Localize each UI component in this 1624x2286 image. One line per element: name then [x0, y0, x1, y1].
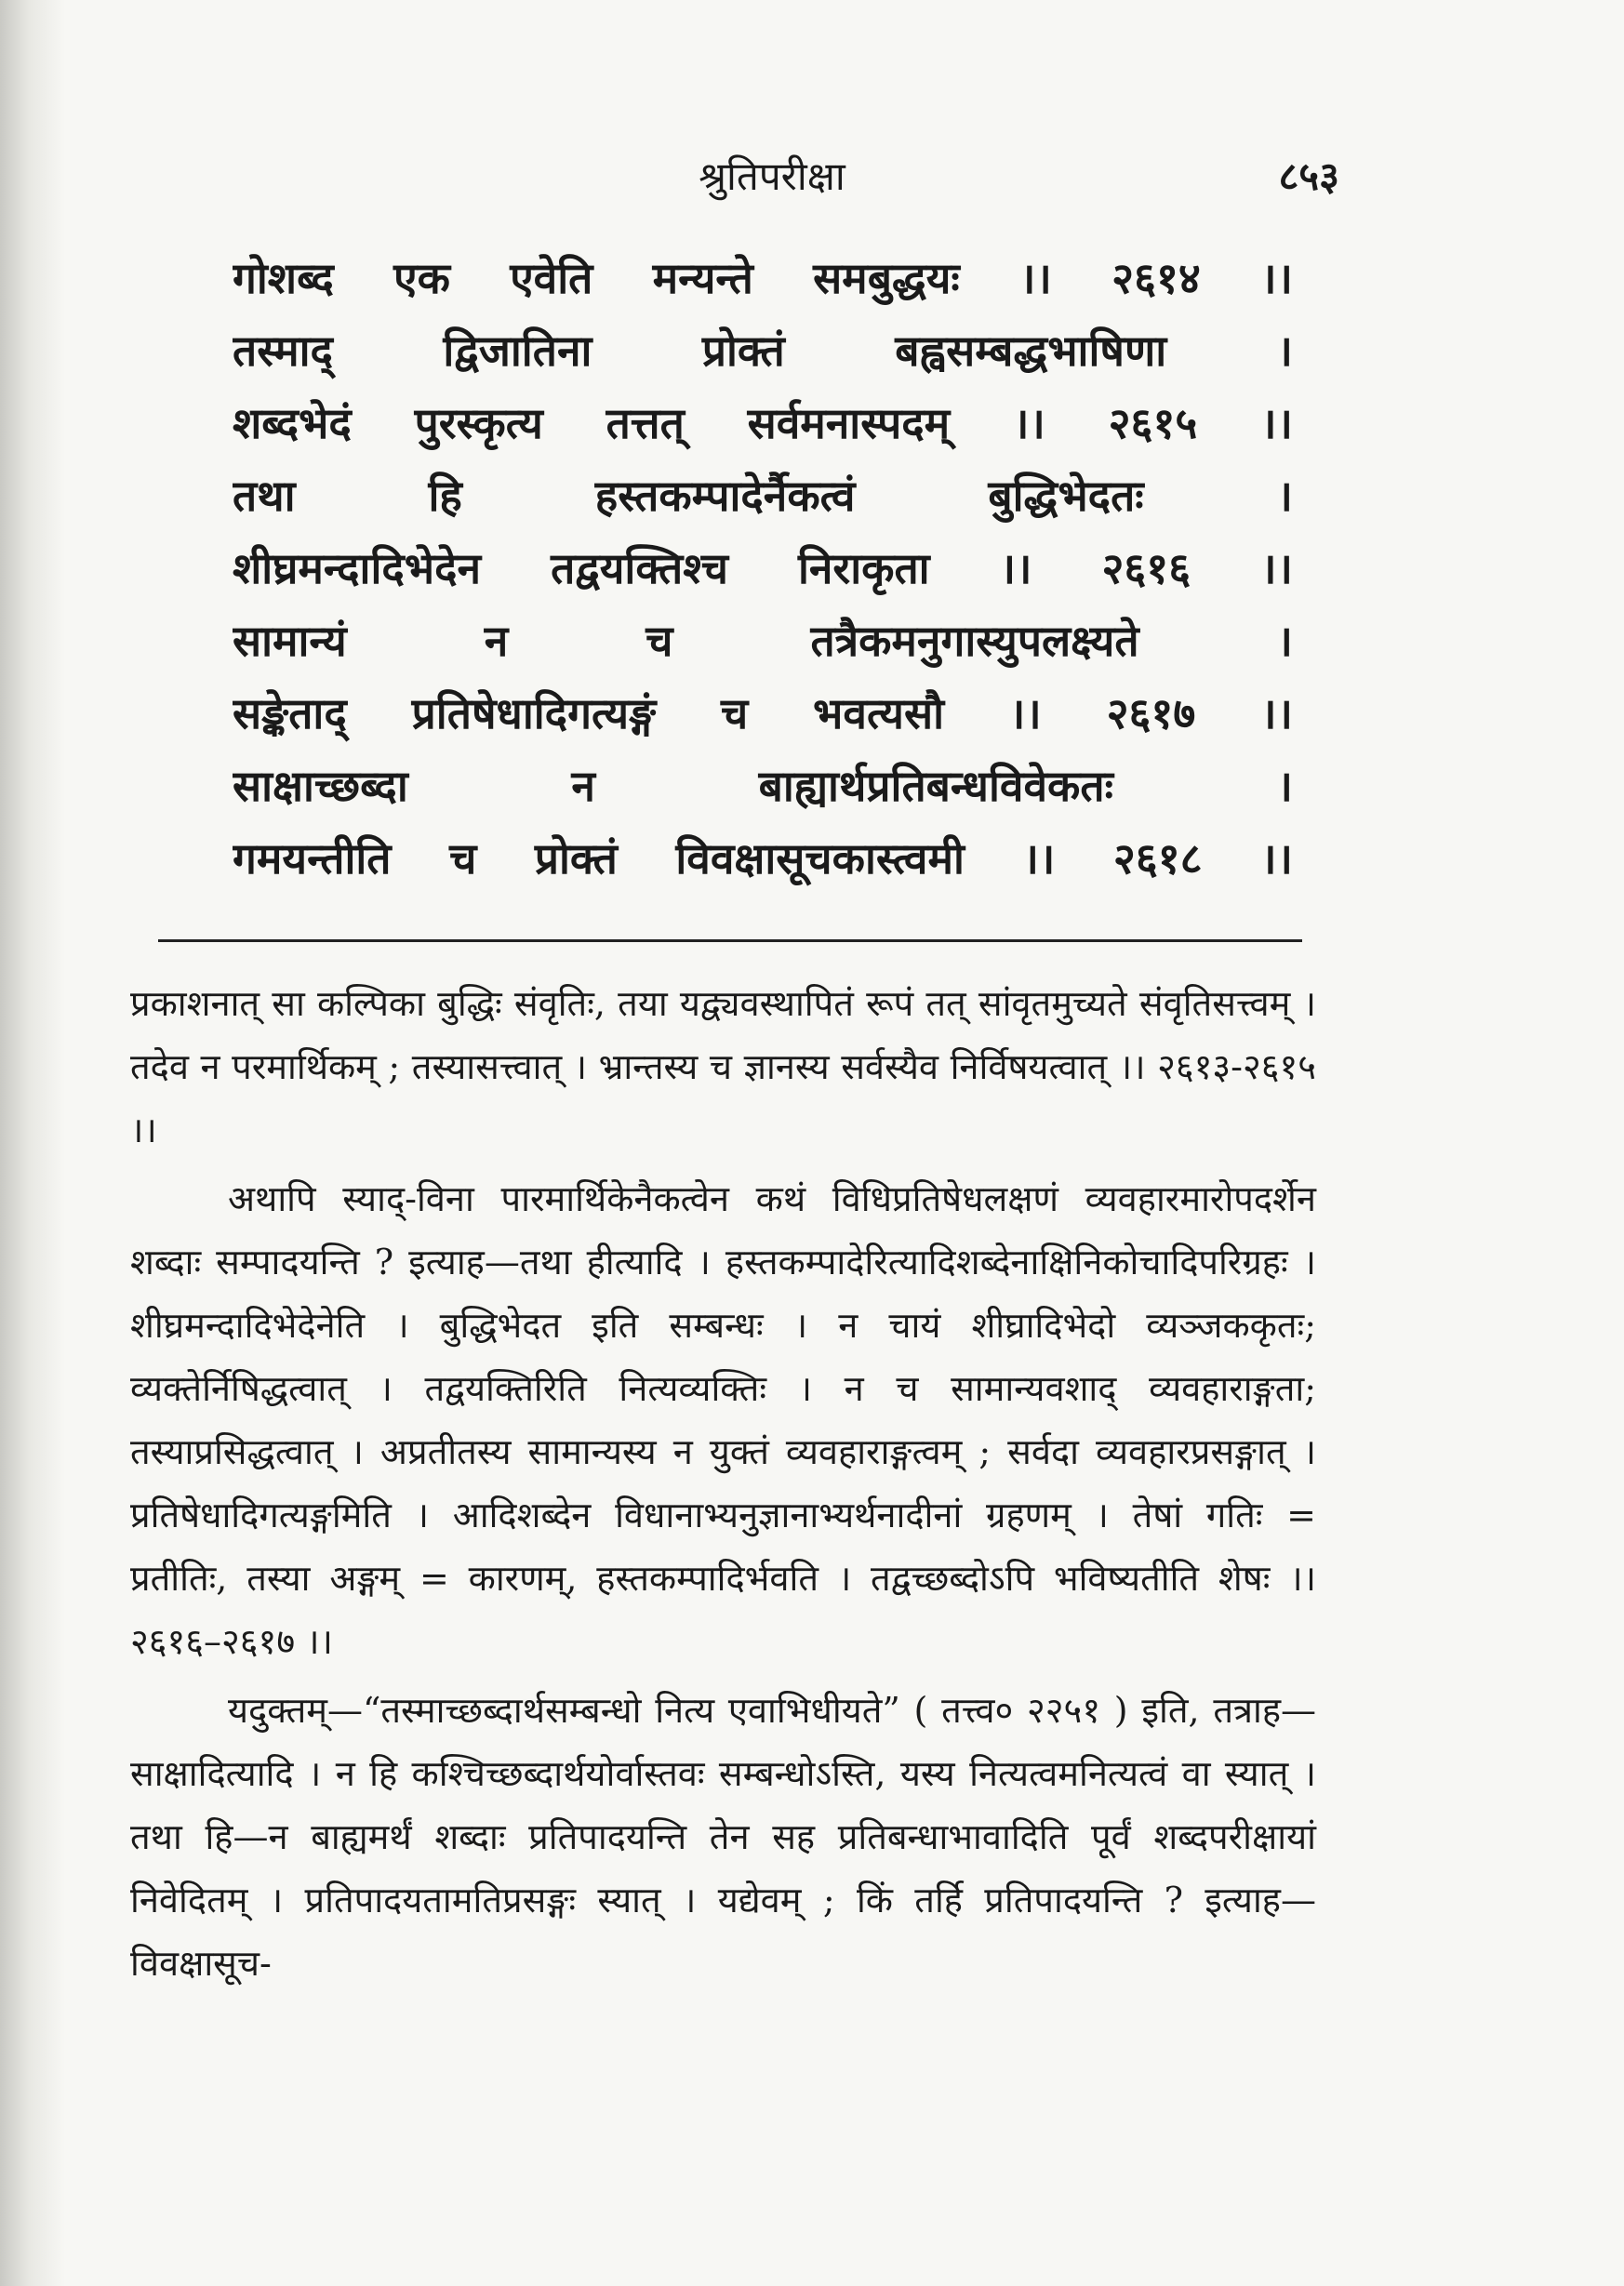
binding-shadow: [0, 0, 65, 2286]
verse-line: गोशब्द एक एवेति मन्यन्ते समबुद्धयः ।। २६१४ ।।: [233, 253, 1293, 303]
commentary-paragraph: अथापि स्याद्-विना पारमार्थिकेनैकत्वेन कथं विधिप्रतिषेधलक्षणं व्यवहारमारोपदर्शेन शब्दाः सम्पादयन्ति ? इत्याह—तथा हीत्यादि । हस्तकम्पादेरित्यादिशब्देनाक्षिनिकोचादिपरिग्रहः । शीघ्रमन्दादिभेदेनेति । बुद्धिभेदत इति सम्बन्धः । न चायं शीघ्रादिभेदो व्यञ्जककृतः; व्यक्तेर्निषिद्धत्वात् । तद्वयक्तिरिति नित्यव्यक्तिः । न च सामान्यवशाद् व्यवहाराङ्गता; तस्याप्रसिद्धत्वात् । अप्रतीतस्य सामान्यस्य न युक्तं व्यवहाराङ्गत्वम् ; सर्वदा व्यवहारप्रसङ्गात् । प्रतिषेधादिगत्यङ्गमिति । आदिशब्देन विधानाभ्यनुज्ञानाभ्यर्थनादीनां ग्रहणम् । तेषां गतिः = प्रतीतिः, तस्या अङ्गम् = कारणम्, हस्तकम्पादिर्भवति । तद्वच्छब्दोऽपि भविष्यतीति शेषः ।। २६१६–२६१७ ।।: [130, 1178, 1316, 1662]
verse-line: तस्माद् द्विजातिना प्रोक्तं बह्वसम्बद्धभाषिणा ।: [233, 326, 1293, 376]
verse-line: तथा हि हस्तकम्पादेर्नैकत्वं बुद्धिभेदतः ।: [233, 471, 1293, 521]
verse-line: गमयन्तीति च प्रोक्तं विवक्षासूचकास्त्वमी ।। २६१८ ।।: [233, 833, 1293, 884]
page-number: ८५३: [1278, 153, 1339, 199]
verse-line: शब्दभेदं पुरस्कृत्य तत्तत् सर्वमनास्पदम् ।। २६१५ ।।: [233, 398, 1293, 448]
commentary-paragraph: यदुक्तम्—“तस्माच्छब्दार्थसम्बन्धो नित्य एवाभिधीयते” ( तत्त्व० २२५१ ) इति, तत्राह—साक्षादित्यादि । न हि कश्चिच्छब्दार्थयोर्वास्तवः सम्बन्धोऽस्ति, यस्य नित्यत्वमनित्यत्वं वा स्यात् । तथा हि—न बाह्यमर्थं शब्दाः प्रतिपादयन्ति तेन सह प्रतिबन्धाभावादिति पूर्वं शब्दपरीक्षायां निवेदितम् । प्रतिपादयतामतिप्रसङ्गः स्यात् । यद्येवम् ; किं तर्हि प्रतिपादयन्ति ? इत्याह—विवक्षासूच-: [130, 1690, 1316, 1984]
divider-rule: [158, 939, 1302, 942]
verse-block: [233, 242, 1293, 895]
verse-line: शीघ्रमन्दादिभेदेन तद्वयक्तिश्च निराकृता ।। २६१६ ।।: [233, 543, 1293, 593]
running-title: श्रुतिपरीक्षा: [699, 153, 845, 199]
verse-line: साक्षाच्छब्दा न बाह्यार्थप्रतिबन्धविवेकतः ।: [233, 761, 1293, 811]
commentary-paragraph: प्रकाशनात् सा कल्पिका बुद्धिः संवृतिः, तया यद्व्यवस्थापितं रूपं तत् सांवृतमुच्यते संवृतिसत्त्वम् । तदेव न परमार्थिकम् ; तस्यासत्त्वात् । भ्रान्तस्य च ज्ञानस्य सर्वस्यैव निर्विषयत्वात् ।। २६१३-२६१५ ।।: [130, 983, 1316, 1150]
page-header: [0, 149, 1624, 214]
verse-line: सङ्केताद् प्रतिषेधादिगत्यङ्गं च भवत्यसौ ।। २६१७ ।।: [233, 688, 1293, 738]
commentary-block: [130, 972, 1316, 1995]
verse-line: सामान्यं न च तत्रैकमनुगास्युपलक्ष्यते ।: [233, 616, 1293, 666]
